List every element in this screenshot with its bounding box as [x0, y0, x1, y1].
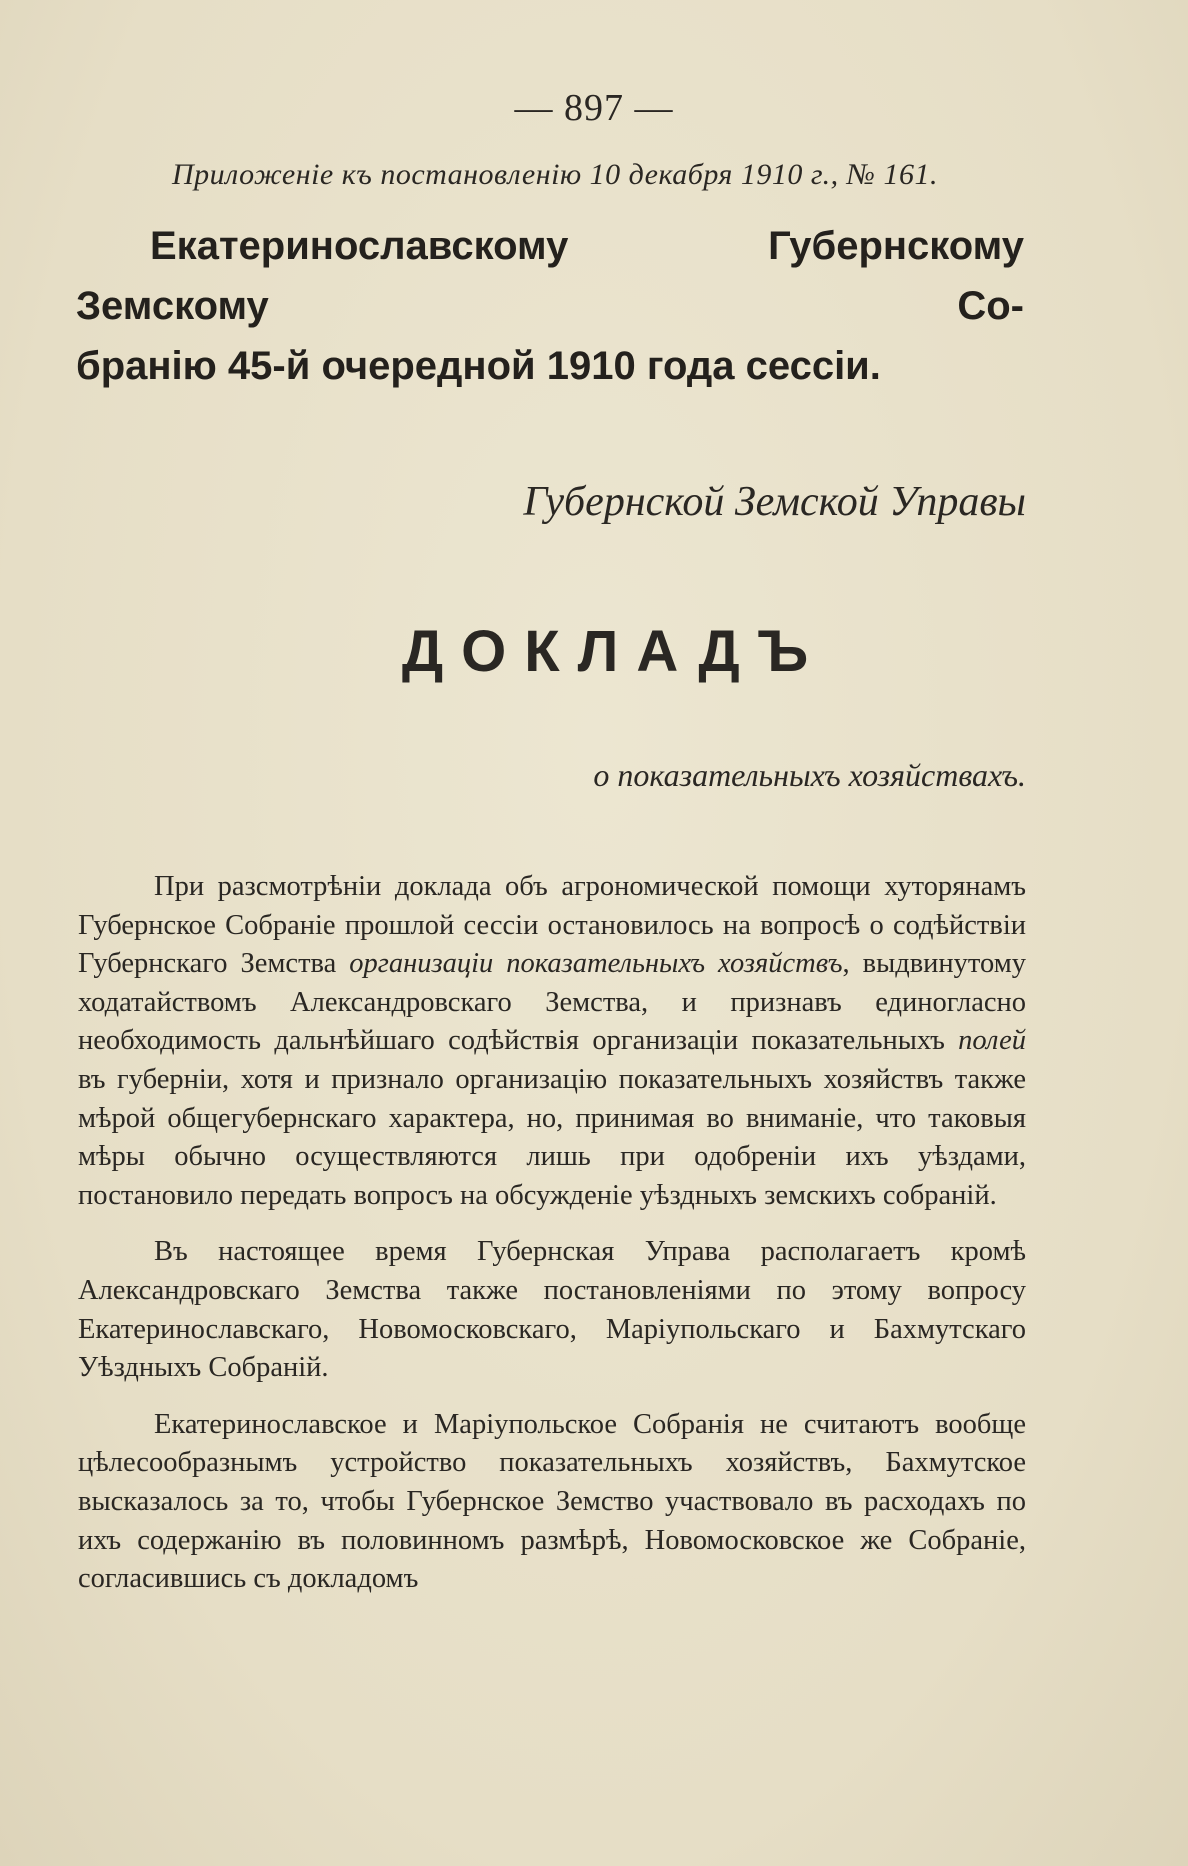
paragraph-1-part-b: , выдвинутому ходатайствомъ Александровскаго Земства, и признавъ единогласно необходимость дальнѣйшаго содѣйствiя организацiи показательныхъ	[78, 948, 1027, 1057]
document-subject: о показательныхъ хозяйствахъ.	[593, 757, 1026, 793]
appendix-note: Приложенiе къ постановленiю 10 декабря 1910 г., № 161.	[172, 158, 938, 191]
issuing-authority: Губернской Земской Управы	[523, 479, 1026, 525]
addressee-heading	[76, 216, 1024, 396]
page-number: — 897 —	[514, 87, 674, 129]
paragraph-1-emphasis: организацiи показательныхъ хозяйствъ	[349, 948, 843, 980]
heading-line-1: Екатеринославскому Губернскому Земскому Со-	[76, 224, 1024, 328]
paragraph-1-part-c: въ губернiи, хотя и признало организацiю показательныхъ хозяйствъ также мѣрой общегубернскаго характера, но, принимая во вниманiе, что таковыя мѣры обычно осуществляются лишь при одобренiи ихъ уѣздами, постановило передать вопросъ на обсужденiе уѣздныхъ земскихъ собранiй.	[78, 1063, 1026, 1211]
paragraph-3: Екатеринославское и Марiупольское Собранiя не считаютъ вообще цѣлесообразнымъ устройство показательныхъ хозяйствъ, Бахмутское высказалось за то, чтобы Губернское Земство участвовало въ расходахъ по ихъ содержанiю въ половинномъ размѣрѣ, Новомосковское же Собранiе, согласившись съ докладомъ	[78, 1408, 1026, 1595]
report-body	[78, 868, 1026, 1617]
paragraph-1-emphasis-2: полей	[958, 1025, 1026, 1057]
paragraph-1-part-a: При разсмотрѣнiи доклада объ агрономической помощи хуторянамъ Губернское Собранiе прошлой сессiи остановилось на вопросѣ о содѣйствiи Губернскаго Земства	[78, 871, 1026, 980]
paragraph-1	[78, 868, 1026, 1215]
paragraph-2: Въ настоящее время Губернская Управа располагаетъ кромѣ Александровскаго Земства также постановленiями по этому вопросу Екатеринославскаго, Новомосковскаго, Марiупольскаго и Бахмутскаго Уѣздныхъ Собранiй.	[78, 1236, 1026, 1384]
document-title: ДОКЛАДЪ	[401, 619, 827, 684]
heading-line-2: бранiю 45-й очередной 1910 года сессiи.	[76, 344, 881, 388]
